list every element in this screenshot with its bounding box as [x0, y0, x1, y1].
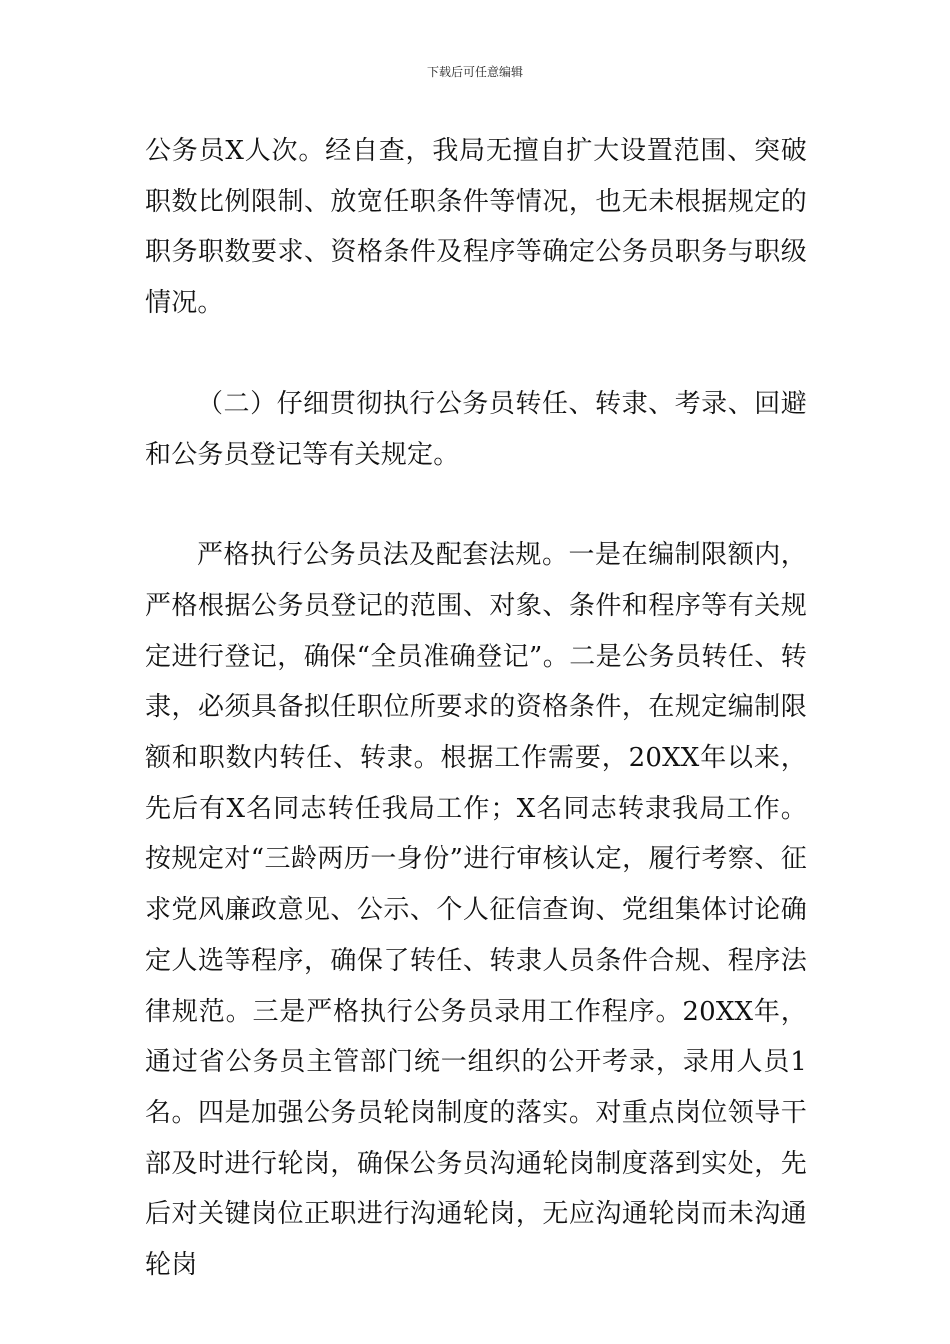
document-body	[145, 126, 807, 1291]
page-header: 下载后可任意编辑	[426, 65, 523, 79]
paragraph-body: 严格执行公务员法及配套法规。一是在编制限额内，严格根据公务员登记的范围、对象、条件和程序等有关规定进行登记，确保“全员准确登记”。二是公务员转任、转隶，必须具备拟任职位所要求的资格条件，在规定编制限额和职数内转任、转隶。根据工作需要，20XX年以来，先后有X名同志转任我局工作；X名同志转隶我局工作。按规定对“三龄两历一身份”进行审核认定，履行考察、征求党风廉政意见、公示、个人征信查询、党组集体讨论确定人选等程序，确保了转任、转隶人员条件合规、程序法律规范。三是严格执行公务员录用工作程序。20XX年，通过省公务员主管部门统一组织的公开考录，录用人员1名。四是加强公务员轮岗制度的落实。对重点岗位领导干部及时进行轮岗，确保公务员沟通轮岗制度落到实处，先后对关键岗位正职进行沟通轮岗，无应沟通轮岗而未沟通轮岗	[145, 540, 807, 1281]
paragraph-continuation: 公务员X人次。经自查，我局无擅自扩大设置范围、突破职数比例限制、放宽任职条件等情况，也无未根据规定的职务职数要求、资格条件及程序等确定公务员职务与职级情况。	[145, 136, 807, 319]
paragraph-gap	[145, 480, 807, 530]
paragraph-gap	[145, 329, 807, 379]
section-heading: （二）仔细贯彻执行公务员转任、转隶、考录、回避和公务员登记等有关规定。	[145, 388, 807, 470]
